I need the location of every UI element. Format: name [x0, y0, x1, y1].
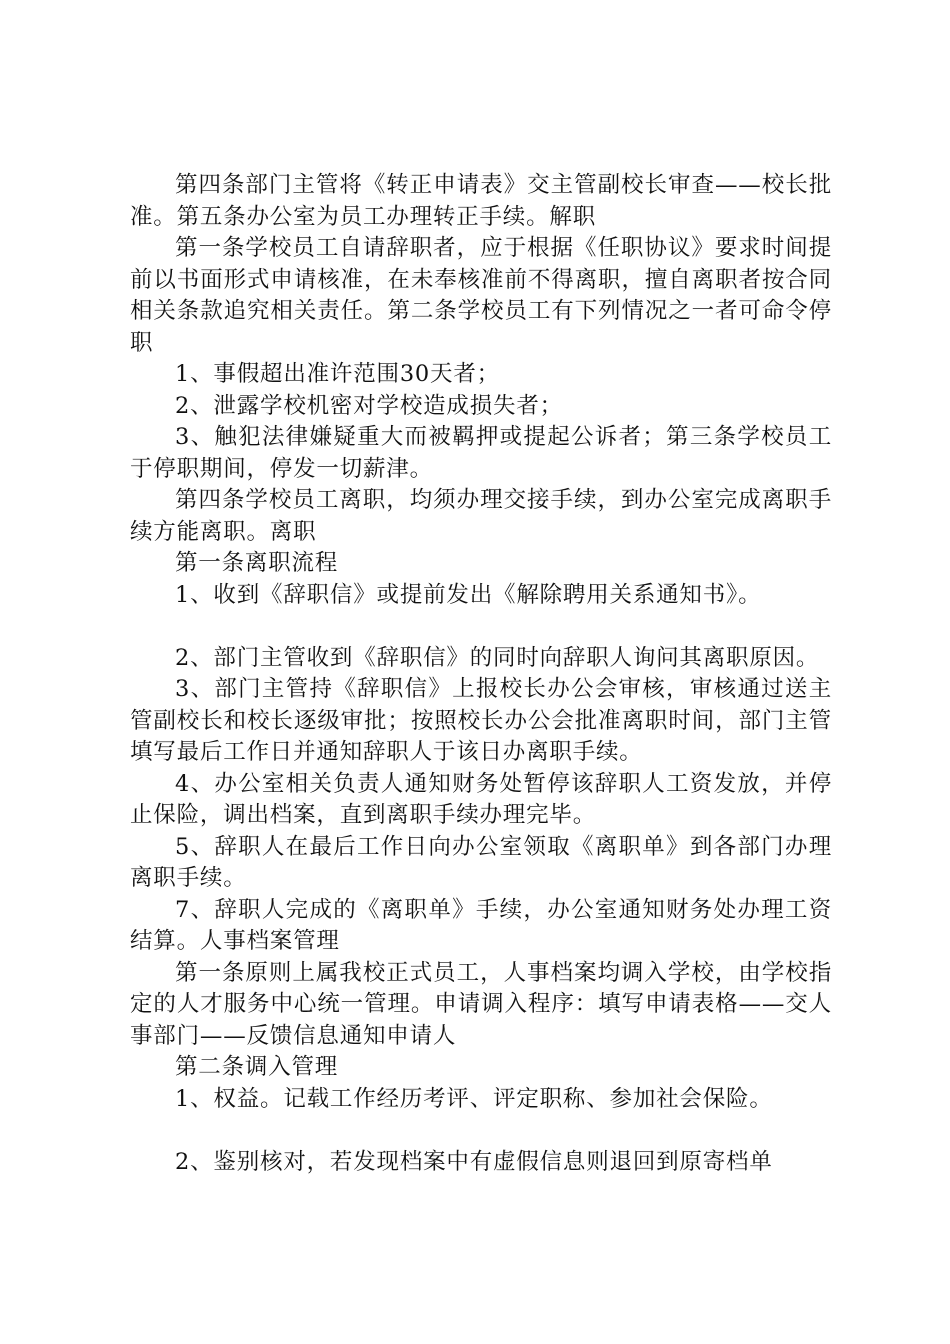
paragraph-resignation-article-1: 第一条学校员工自请辞职者，应于根据《任职协议》要求时间提前以书面形式申请核准，在未奉核准前不得离职，擅自离职者按合同相关条款追究相关责任。第二条学校员工有下列情况之一者可命令停职 — [130, 235, 832, 356]
blank-line — [130, 1115, 832, 1147]
paragraph-archive-item-1: 1、权益。记载工作经历考评、评定职称、参加社会保险。 — [175, 1085, 773, 1112]
paragraph-departure-step-4: 4、办公室相关负责人通知财务处暂停该辞职人工资发放，并停止保险，调出档案，直到离职手续办理完毕。 — [130, 770, 832, 828]
paragraph-departure-step-7: 7、辞职人完成的《离职单》手续，办公室通知财务处办理工资结算。人事档案管理 — [130, 896, 832, 954]
paragraph-probation-article-4: 第四条部门主管将《转正申请表》交主管副校长审查——校长批准。第五条办公室为员工办理转正手续。解职 — [130, 172, 832, 230]
paragraph-departure-article-1: 第一条离职流程 — [175, 550, 339, 576]
paragraph-suspension-item-1: 1、事假超出准许范围30天者； — [175, 361, 500, 387]
paragraph-departure-step-3: 3、部门主管持《辞职信》上报校长办公会审核，审核通过送主管副校长和校长逐级审批；按照校长办公会批准离职时间，部门主管填写最后工作日并通知辞职人于该日办离职手续。 — [130, 676, 832, 765]
paragraph-departure-step-2: 2、部门主管收到《辞职信》的同时向辞职人询问其离职原因。 — [175, 644, 820, 671]
paragraph-suspension-item-2: 2、泄露学校机密对学校造成损失者； — [175, 392, 563, 419]
paragraph-departure-step-5: 5、辞职人在最后工作日向办公室领取《离职单》到各部门办理离职手续。 — [130, 833, 832, 891]
paragraph-departure-step-1: 1、收到《辞职信》或提前发出《解除聘用关系通知书》。 — [175, 581, 762, 608]
blank-line — [130, 611, 832, 643]
document-body — [130, 170, 832, 1178]
paragraph-suspension-item-3: 3、触犯法律嫌疑重大而被羁押或提起公诉者；第三条学校员工于停职期间，停发一切薪津。 — [130, 424, 832, 482]
paragraph-resignation-article-4: 第四条学校员工离职，均须办理交接手续，到办公室完成离职手续方能离职。离职 — [130, 487, 832, 545]
paragraph-archive-article-1: 第一条原则上属我校正式员工，人事档案均调入学校，由学校指定的人才服务中心统一管理。申请调入程序：填写申请表格——交人事部门——反馈信息通知申请人 — [130, 959, 832, 1049]
paragraph-archive-item-2: 2、鉴别核对，若发现档案中有虚假信息则退回到原寄档单 — [175, 1148, 773, 1175]
paragraph-archive-article-2: 第二条调入管理 — [175, 1054, 339, 1080]
